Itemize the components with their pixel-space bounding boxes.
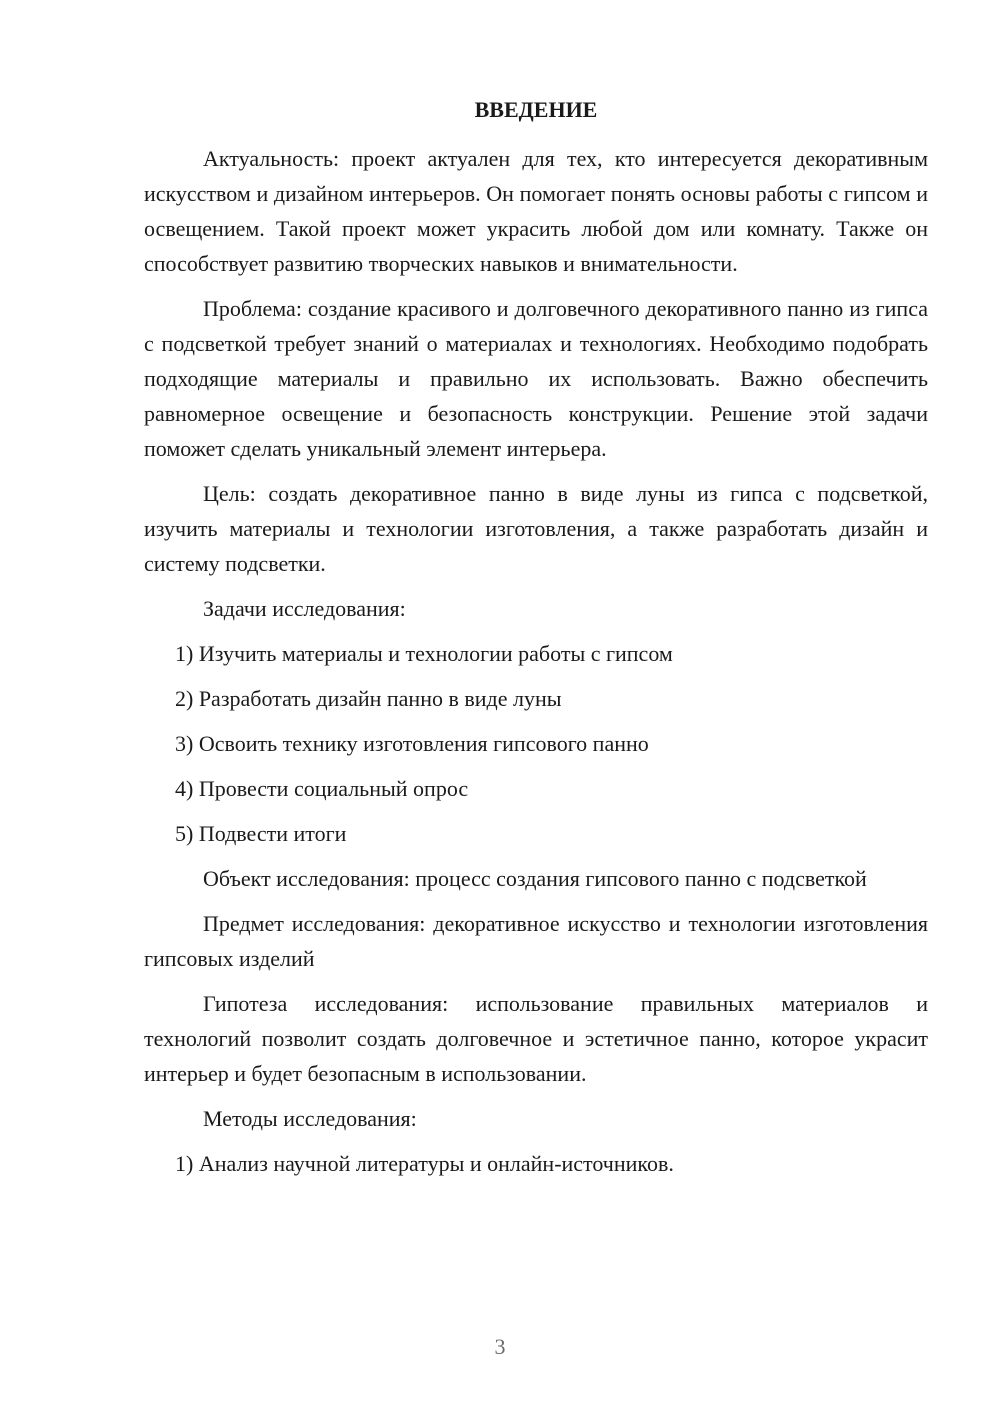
section-title: ВВЕДЕНИЕ (474, 97, 598, 122)
task-item-5: 5) Подвести итоги (175, 821, 347, 846)
page-number: 3 (494, 1334, 506, 1359)
task-item-1: 1) Изучить материалы и технологии работы с гипсом (175, 641, 673, 666)
goal-paragraph: Цель: создать декоративное панно в виде луны из гипса с подсветкой, изучить материалы и технологии изготовления, а также разработать дизайн и систему подсветки. (144, 481, 928, 576)
object-paragraph: Объект исследования: процесс создания гипсового панно с подсветкой (203, 866, 867, 891)
subject-paragraph: Предмет исследования: декоративное искусство и технологии изготовления гипсовых изделий (144, 911, 928, 971)
problem-paragraph: Проблема: создание красивого и долговечного декоративного панно из гипса с подсветкой требует знаний о материалах и технологиях. Необходимо подобрать подходящие материалы и правильно их использовать. Важно обеспечить равномерное освещение и безопасность конструкции. Решение этой задачи поможет сделать уникальный элемент интерьера. (144, 296, 928, 461)
tasks-list (144, 636, 928, 851)
hypothesis-paragraph: Гипотеза исследования: использование правильных материалов и технологий позволит создать долговечное и эстетичное панно, которое украсит интерьер и будет безопасным в использовании. (144, 991, 928, 1086)
task-item-3: 3) Освоить технику изготовления гипсового панно (175, 731, 649, 756)
page-content (144, 96, 928, 1191)
method-item-1: 1) Анализ научной литературы и онлайн-источников. (175, 1151, 674, 1176)
task-item-2: 2) Разработать дизайн панно в виде луны (175, 686, 562, 711)
methods-list (144, 1146, 928, 1181)
task-item-4: 4) Провести социальный опрос (175, 776, 469, 801)
tasks-heading: Задачи исследования: (203, 596, 406, 621)
relevance-paragraph: Актуальность: проект актуален для тех, кто интересуется декоративным искусством и дизайном интерьеров. Он помогает понять основы работы с гипсом и освещением. Такой проект может украсить любой дом или комнату. Также он способствует развитию творческих навыков и внимательности. (144, 146, 928, 276)
methods-heading: Методы исследования: (203, 1106, 417, 1131)
